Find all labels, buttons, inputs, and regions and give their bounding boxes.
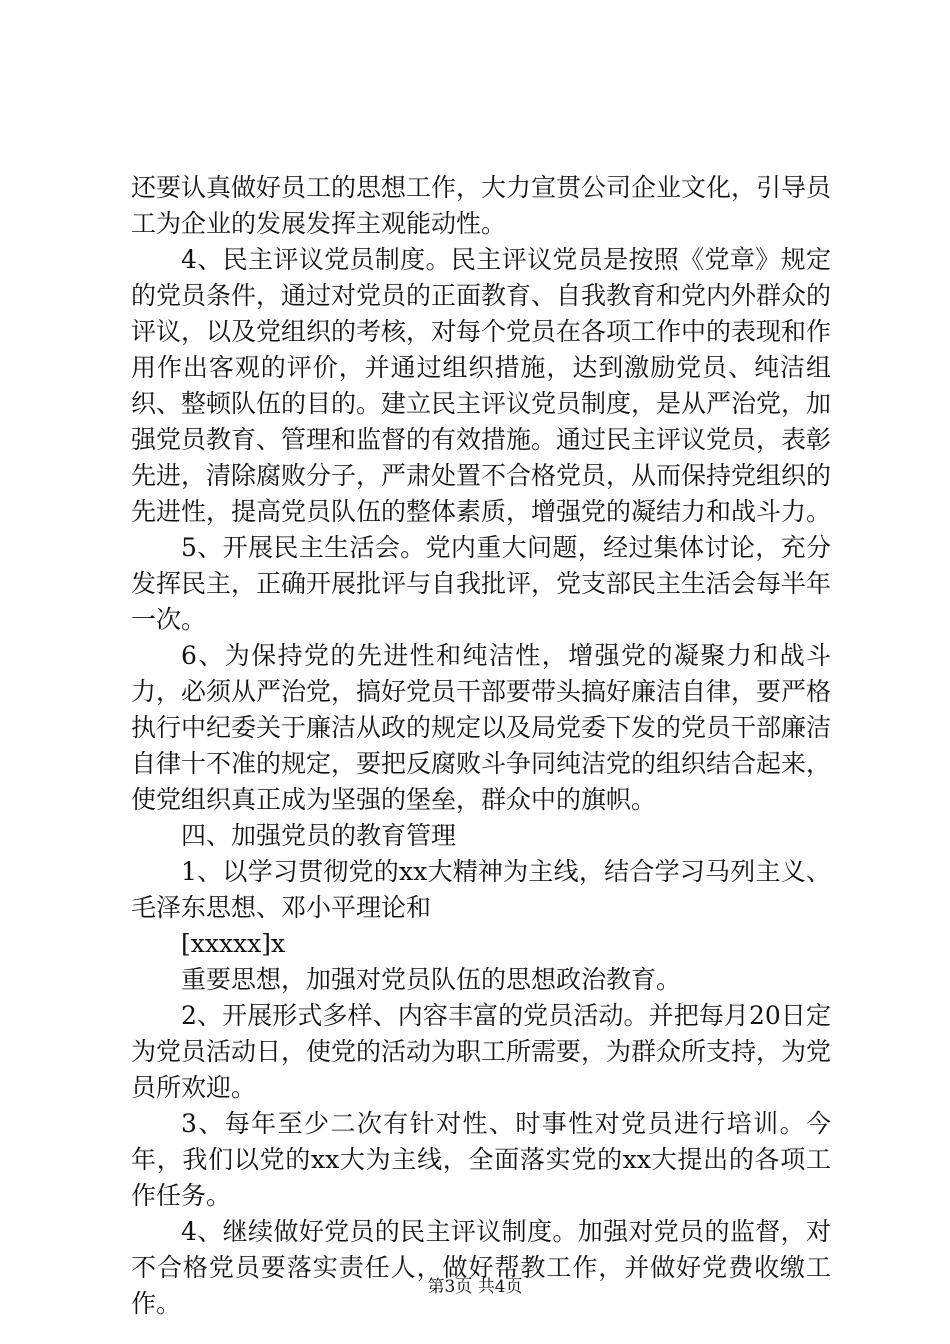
section-heading: 四、加强党员的教育管理 [181,821,457,850]
placeholder-line: [xxxxx]x [181,929,286,958]
paragraph-7: 2、开展形式多样、内容丰富的党员活动。并把每月20日定为党员活动日，使党的活动为职工所需要，为群众所支持，为党员所欢迎。 [131,1001,832,1102]
page-footer: 第3页 共4页 [427,1277,523,1297]
paragraph-1: 还要认真做好员工的思想工作，大力宣贯公司企业文化，引导员工为企业的发展发挥主观能动性。 [131,173,832,238]
paragraph-2: 4、民主评议党员制度。民主评议党员是按照《党章》规定的党员条件，通过对党员的正面教育、自我教育和党内外群众的评议，以及党组织的考核，对每个党员在各项工作中的表现和作用作出客观的评价，并通过组织措施，达到激励党员、纯洁组织、整顿队伍的目的。建立民主评议党员制度，是从严治党，加强党员教育、管理和监督的有效措施。通过民主评议党员，表彰先进，清除腐败分子，严肃处置不合格党员，从而保持党组织的先进性，提高党员队伍的整体素质，增强党的凝结力和战斗力。 [131,245,832,526]
paragraph-4: 6、为保持党的先进性和纯洁性，增强党的凝聚力和战斗力，必须从严治党，搞好党员干部要带头搞好廉洁自律，要严格执行中纪委关于廉洁从政的规定以及局党委下发的党员干部廉洁自律十不准的规定，要把反腐败斗争同纯洁党的组织结合起来，使党组织真正成为坚强的堡垒，群众中的旗帜。 [131,641,832,814]
document-body [131,170,831,1322]
paragraph-3: 5、开展民主生活会。党内重大问题，经过集体讨论，充分发挥民主，正确开展批评与自我批评，党支部民主生活会每半年一次。 [131,533,832,634]
paragraph-5: 1、以学习贯彻党的xx大精神为主线，结合学习马列主义、毛泽东思想、邓小平理论和 [131,857,831,922]
paragraph-6: 重要思想，加强对党员队伍的思想政治教育。 [181,965,682,994]
paragraph-8: 3、每年至少二次有针对性、时事性对党员进行培训。今年，我们以党的xx大为主线，全面落实党的xx大提出的各项工作任务。 [131,1109,831,1210]
paragraph-9: 4、继续做好党员的民主评议制度。加强对党员的监督，对不合格党员要落实责任人，做好帮教工作，并做好党费收缴工作。 [131,1217,831,1318]
